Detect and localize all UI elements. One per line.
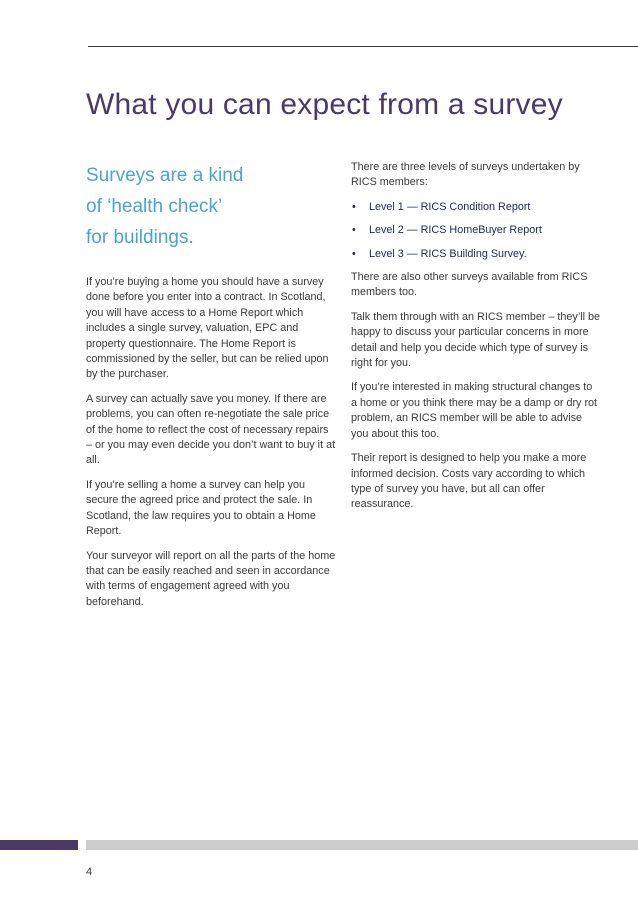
body-paragraph: If you’re buying a home you should have a survey done before you enter into a contract. In Scotland, you will have access to a Home Report which includes a single survey, valuation, EPC and property questionnaire. The Home Report is commissioned by the seller, but can be relied upon by the purchaser. xyxy=(86,276,329,381)
survey-level-label: Level 3 — RICS Building Survey. xyxy=(369,247,527,260)
body-paragraph: A survey can actually save you money. If there are problems, you can often re-negotiate the sale price of the home to reflect the cost of necessary repairs – or you may even decide you don’t want to buy it at all. xyxy=(86,392,336,467)
survey-level-item xyxy=(351,200,601,215)
body-paragraph: Your surveyor will report on all the parts of the home that can be easily reached and seen in accordance with terms of engagement agreed with you beforehand. xyxy=(86,549,336,608)
survey-level-label: Level 1 — RICS Condition Report xyxy=(369,200,531,213)
page-title: What you can expect from a survey xyxy=(86,88,563,121)
survey-level-label: Level 2 — RICS HomeBuyer Report xyxy=(369,224,542,237)
levels-intro: There are three levels of surveys undertaken by RICS members: xyxy=(351,161,580,189)
lead-line: Surveys are a kind xyxy=(86,165,244,186)
body-paragraph: There are also other surveys available from RICS members too. xyxy=(351,271,588,299)
left-column xyxy=(86,160,336,619)
top-rule xyxy=(88,46,638,47)
footer-accent-bar xyxy=(0,840,78,850)
survey-levels-list xyxy=(351,200,601,262)
body-paragraph: If you’re interested in making structural changes to a home or you think there may be a damp or dry rot problem, an RICS member will be able to advise you about this too. xyxy=(351,381,598,440)
survey-level-item xyxy=(351,247,601,262)
lead-quote xyxy=(86,160,336,253)
lead-line: for buildings. xyxy=(86,227,194,248)
bullet-icon: • xyxy=(352,224,356,237)
lead-line: of ‘health check’ xyxy=(86,196,223,217)
bullet-icon: • xyxy=(352,247,356,260)
footer-bar xyxy=(86,840,638,850)
body-paragraph: Their report is designed to help you make a more informed decision. Costs vary according to which type of survey you have, but all can offer reassurance. xyxy=(351,452,587,511)
page-number: 4 xyxy=(86,866,93,878)
body-paragraph: Talk them through with an RICS member – they’ll be happy to discuss your particular concerns in more detail and help you decide which type of survey is right for you. xyxy=(351,310,601,370)
survey-level-item xyxy=(351,223,601,238)
bullet-icon: • xyxy=(352,200,356,213)
right-column xyxy=(351,160,601,522)
body-paragraph: If you’re selling a home a survey can help you secure the agreed price and protect the sale. In Scotland, the law requires you to obtain a Home Report. xyxy=(86,478,316,538)
